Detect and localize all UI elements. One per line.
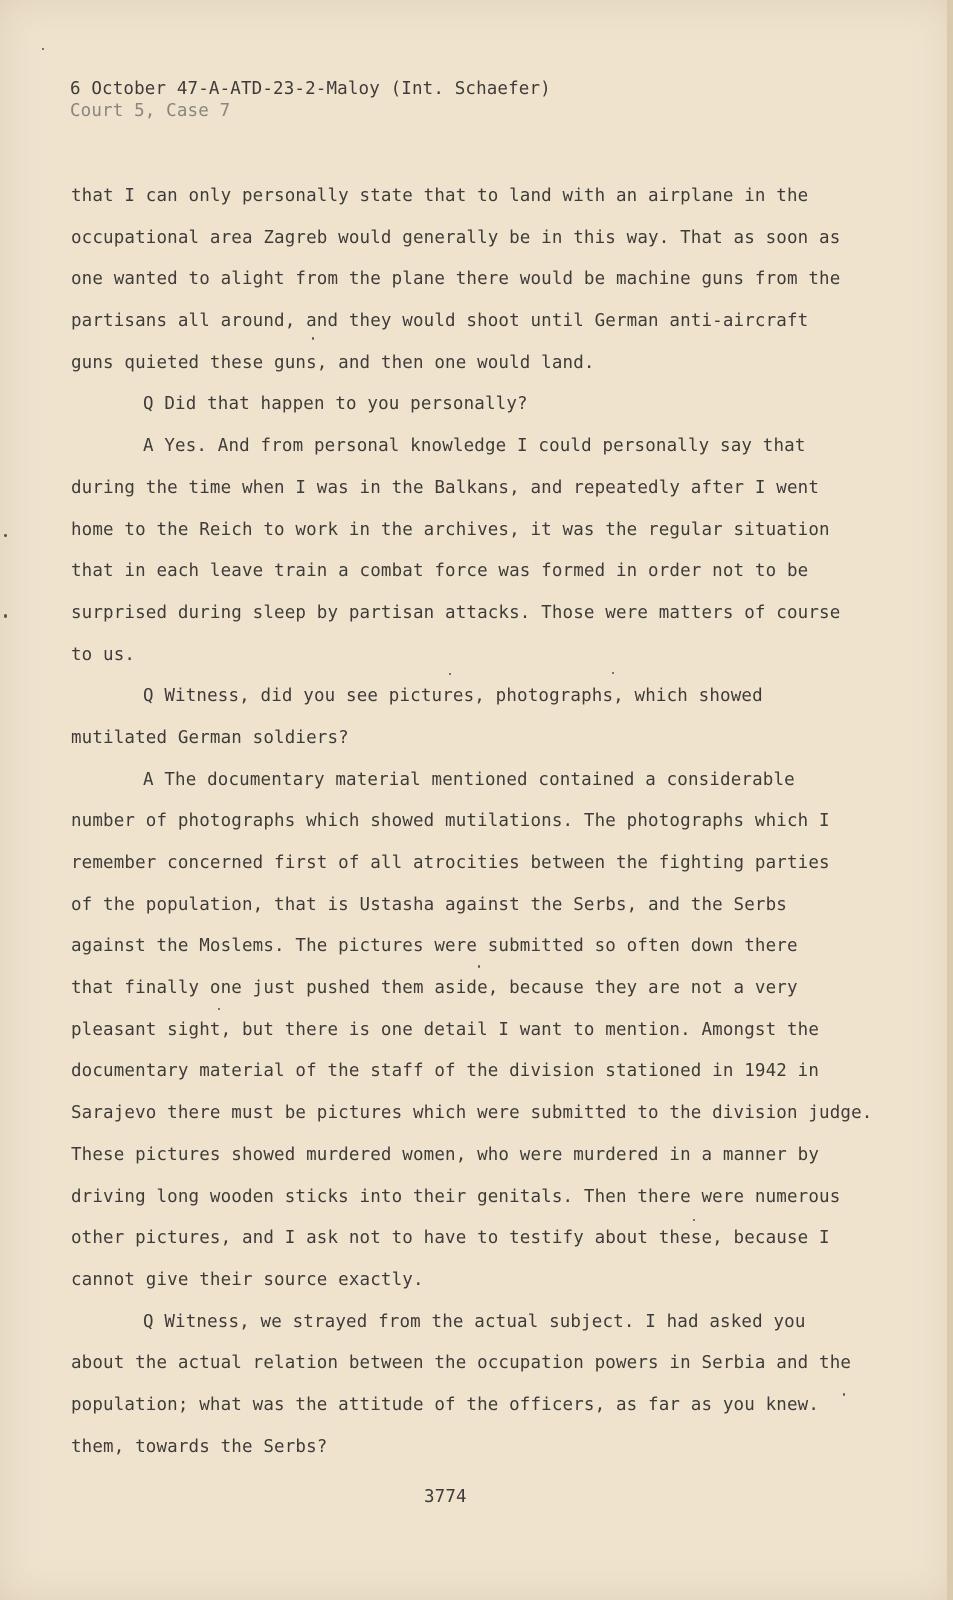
paper-speck: [218, 1008, 220, 1010]
paper-speck: [312, 337, 314, 340]
answer-line: A Yes. And from personal knowledge I could personally say that: [143, 436, 806, 457]
paper-speck: [478, 965, 480, 968]
page-number: 3774: [424, 1487, 467, 1507]
text-line: that I can only personally state that to land with an airplane in the: [71, 186, 809, 206]
answer-line: A The documentary material mentioned contained a considerable: [143, 769, 795, 790]
text-line: about the actual relation between the occupation powers in Serbia and the: [71, 1353, 852, 1374]
text-line: driving long wooden sticks into their genitals. Then there were numerous: [71, 1186, 841, 1207]
text-line: of the population, that is Ustasha against the Serbs, and the Serbs: [71, 894, 787, 915]
paper-speck: [42, 48, 44, 50]
transcript-body: [71, 176, 871, 1468]
text-line: pleasant sight, but there is one detail I want to mention. Amongst the: [71, 1019, 820, 1040]
page-edge: [947, 0, 953, 1600]
header-court-case: Court 5, Case 7: [70, 101, 231, 121]
header-date-reference: 6 October 47-A-ATD-23-2-Maloy (Int. Schaefer): [70, 79, 551, 99]
text-line: them, towards the Serbs?: [71, 1436, 328, 1457]
text-line: documentary material of the staff of the division stationed in 1942 in: [71, 1061, 820, 1082]
text-line: guns quieted these guns, and then one would land.: [71, 352, 595, 373]
text-line: partisans all around, and they would shoot until German anti-aircraft: [71, 311, 809, 332]
text-line: that finally one just pushed them aside, because they are not a very: [71, 978, 798, 999]
text-line: These pictures showed murdered women, who were murdered in a manner by: [71, 1144, 820, 1165]
paper-speck: [612, 672, 614, 674]
question-line: Q Witness, did you see pictures, photographs, which showed: [143, 686, 763, 707]
paper-speck: [843, 1393, 845, 1396]
text-line: surprised during sleep by partisan attacks. Those were matters of course: [71, 602, 841, 623]
text-line: cannot give their source exactly.: [71, 1269, 424, 1290]
text-line: one wanted to alight from the plane there would be machine guns from the: [71, 269, 841, 290]
paper-speck: [4, 614, 7, 618]
paper-speck: [4, 534, 7, 537]
text-line: Sarajevo there must be pictures which were submitted to the division judge.: [71, 1103, 873, 1124]
text-line: population; what was the attitude of the officers, as far as you knew.: [71, 1394, 820, 1415]
document-header: [70, 78, 551, 122]
question-line: Q Witness, we strayed from the actual subject. I had asked you: [143, 1311, 806, 1332]
text-line: remember concerned first of all atrocities between the fighting parties: [71, 853, 830, 873]
text-line: number of photographs which showed mutilations. The photographs which I: [71, 811, 830, 832]
text-line: mutilated German soldiers?: [71, 727, 349, 748]
paper-speck: [693, 1219, 695, 1221]
text-line: that in each leave train a combat force was formed in order not to be: [71, 561, 809, 582]
text-line: to us.: [71, 644, 136, 665]
text-line: during the time when I was in the Balkans, and repeatedly after I went: [71, 477, 820, 498]
question-line: Q Did that happen to you personally?: [143, 394, 528, 415]
paper-speck: [449, 673, 451, 675]
text-line: home to the Reich to work in the archives, it was the regular situation: [71, 519, 830, 540]
text-line: against the Moslems. The pictures were submitted so often down there: [71, 936, 798, 957]
text-line: other pictures, and I ask not to have to testify about these, because I: [71, 1228, 830, 1249]
text-line: occupational area Zagreb would generally be in this way. That as soon as: [71, 227, 841, 248]
